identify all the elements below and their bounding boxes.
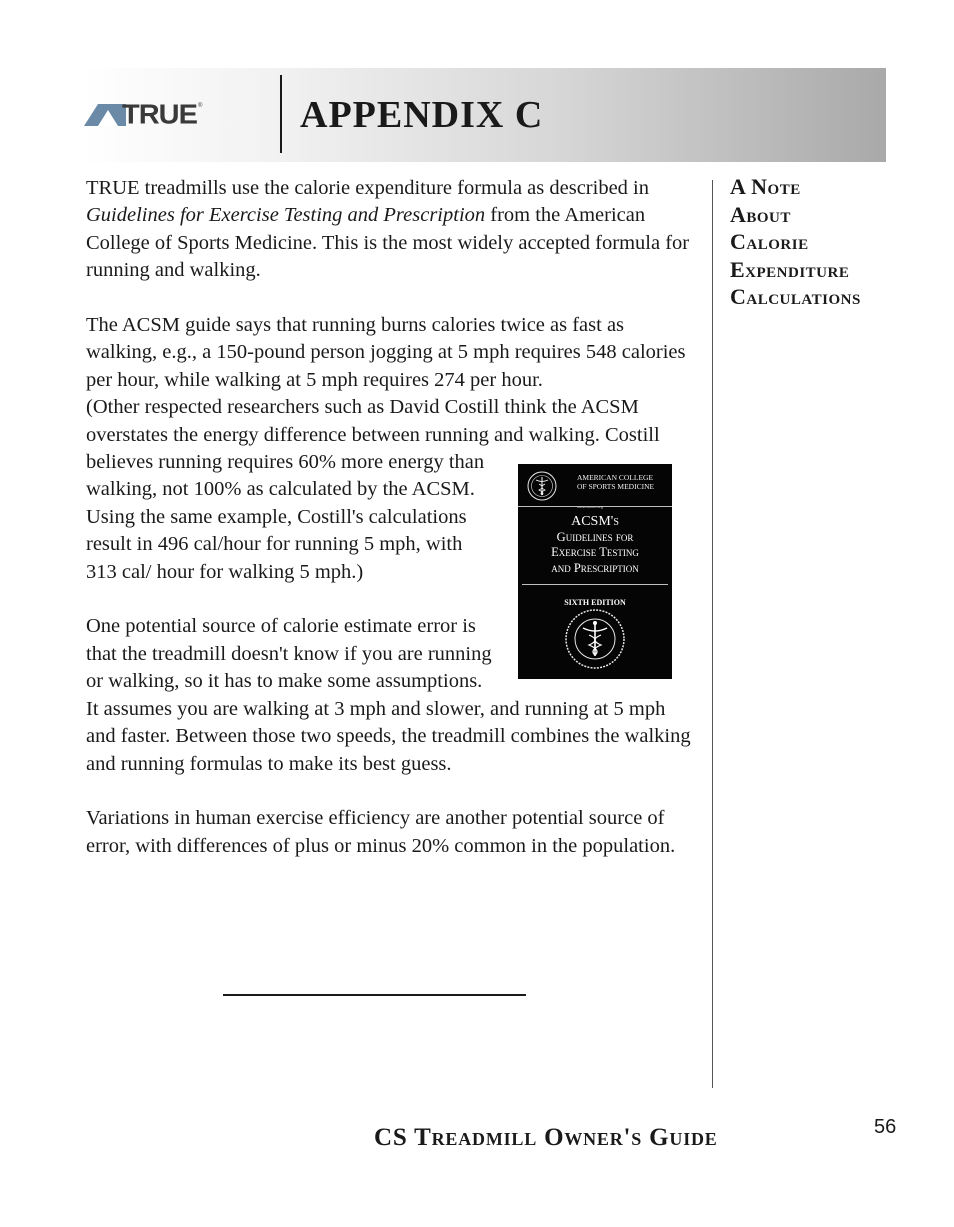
paragraph-text: Costill believes running requires 60% more energy than walking, not 100% as calculated by the ACSM. Using the same example, Costill's calculations result in 496 cal/hour for running 5 mph, with 313 cal/ hour for walking 5 mph.): [86, 423, 660, 583]
paragraph-text: (Other respected researchers such as David Costill think the ACSM overstates the energy difference between running and walking.: [86, 396, 639, 446]
true-logo-mark-icon: [84, 104, 126, 126]
logo-trademark: ®: [197, 103, 203, 109]
book-cover-header: [518, 464, 672, 510]
book-title-line: Exercise Testing: [551, 545, 639, 560]
book-cover-title: [518, 514, 672, 576]
book-cover-edition: SIXTH EDITION: [564, 598, 626, 608]
appendix-title: APPENDIX C: [300, 94, 544, 136]
paragraph-estimate-error: One potential source of calorie estimate error is that the treadmill doesn't know if you are running or walking, so it has to make some assumptions. It assumes you are walking at 3 mph and slower, and running at 5 mph and faster. Between those two speeds, the treadmill combines the walking and running formulas to make its best guess.: [86, 615, 691, 775]
paragraph-acsm-formula: [86, 175, 692, 285]
paragraph-running-vs-walking: The ACSM guide says that running burns calories twice as fast as walking, e.g., a 150-pound person jogging at 5 mph requires 548 calories per hour, while walking at 5 mph requires 274 per hour.: [86, 314, 686, 391]
true-logo: [84, 99, 203, 131]
sidebar-divider: [712, 180, 713, 1088]
logo-text: TRUE: [122, 99, 197, 131]
acsm-seal-icon: [564, 608, 626, 670]
acsm-book-cover: [518, 464, 672, 679]
end-of-section-rule: [223, 994, 526, 996]
book-title-line: and Prescription: [551, 560, 639, 575]
footer-guide-title: CS Treadmill Owner's Guide: [374, 1124, 718, 1151]
paragraph-text: TRUE treadmills use the calorie expenditure formula as described in: [86, 177, 649, 199]
sidebar-heading-line: Calculations: [730, 284, 861, 309]
header-divider: [280, 75, 282, 153]
paragraph-efficiency-variation: Variations in human exercise efficiency are another potential source of error, with differences of plus or minus 20% common in the population.: [86, 807, 676, 857]
book-org-line: AMERICAN COLLEGE: [577, 473, 654, 483]
book-title-citation: Guidelines for Exercise Testing and Prescription: [86, 204, 486, 227]
sidebar-heading-line: Calorie: [730, 229, 809, 254]
paragraph-text: from the American College of Sports Medicine. This is the most widely accepted formula for running and walking.: [86, 204, 690, 282]
sidebar-heading-line: Expenditure: [730, 256, 850, 282]
book-cover-url: www.acsm.org: [577, 504, 604, 510]
book-cover-org: [577, 473, 669, 491]
book-title-line: Guidelines for: [556, 529, 634, 544]
sidebar-heading: [730, 173, 930, 311]
sidebar-heading-line: About: [730, 201, 791, 227]
main-body: [86, 175, 692, 860]
paragraph-costill: [86, 394, 692, 608]
sidebar-heading-line: A Note: [730, 174, 801, 199]
caduceus-seal-icon: [526, 470, 558, 502]
book-title-line: ACSM's: [571, 514, 619, 530]
book-org-line: OF SPORTS MEDICINE: [577, 482, 655, 492]
book-cover-rule: [522, 584, 668, 585]
page-number: 56: [874, 1116, 897, 1138]
